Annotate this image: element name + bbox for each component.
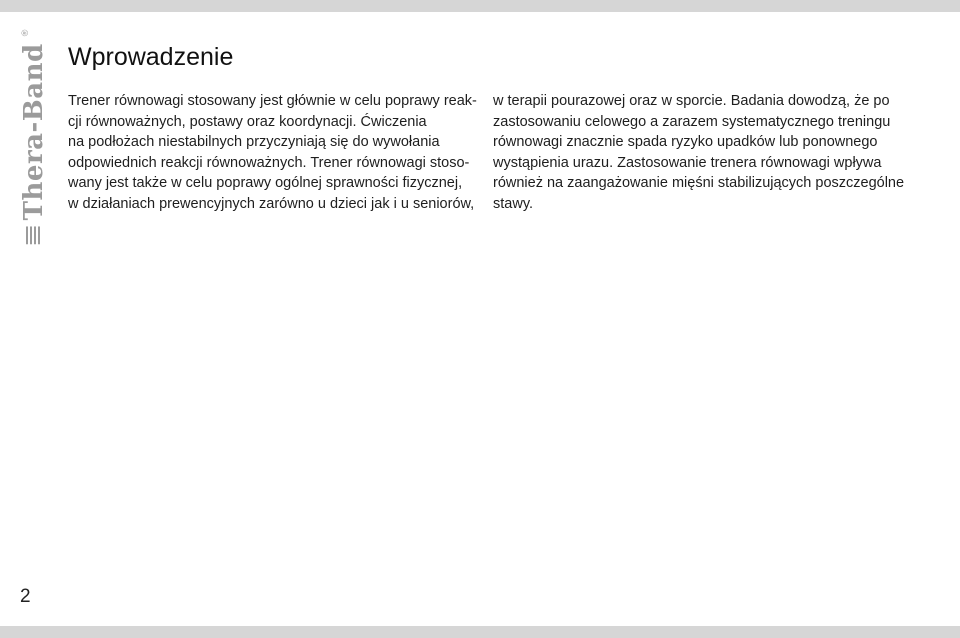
- top-band: [0, 0, 960, 12]
- registered-mark: ®: [20, 29, 30, 37]
- text-line: odpowiednich reakcji równoważnych. Trener równowagi stoso-: [68, 154, 470, 171]
- text-line: w działaniach prewencyjnych zarówno u dzieci jak i u seniorów,: [68, 195, 475, 212]
- logo-text: Thera-Band: [19, 43, 49, 221]
- text-line: stawy.: [493, 195, 534, 212]
- text-line: równowagi znacznie spada ryzyko upadków lub ponownego: [493, 134, 878, 150]
- text-line: na podłożach niestabilnych przyczyniają się do wywołania: [68, 134, 440, 150]
- text-line: Trener równowagi stosowany jest głównie w celu poprawy reak-: [68, 93, 477, 109]
- stripes-icon: [25, 226, 43, 244]
- text-line: również na zaangażowanie mięśni stabilizujących poszczególne: [493, 175, 905, 191]
- logo-rotated: [19, 30, 49, 245]
- text-line: zastosowaniu celowego a zarazem systematycznego treningu: [493, 113, 891, 130]
- page-number: 2: [20, 586, 31, 607]
- text-line: wany jest także w celu poprawy ogólnej sprawności fizycznej,: [68, 175, 463, 191]
- body-column-left: [68, 91, 488, 214]
- brand-logo: [14, 29, 54, 232]
- page-title: Wprowadzenie: [68, 43, 234, 71]
- text-line: cji równoważnych, postawy oraz koordynacji. Ćwiczenia: [68, 113, 427, 130]
- text-line: w terapii pourazowej oraz w sporcie. Badania dowodzą, że po: [493, 93, 890, 109]
- body-column-right: [493, 91, 913, 214]
- text-line: wystąpienia urazu. Zastosowanie trenera równowagi wpływa: [493, 154, 882, 171]
- bottom-band: [0, 626, 960, 638]
